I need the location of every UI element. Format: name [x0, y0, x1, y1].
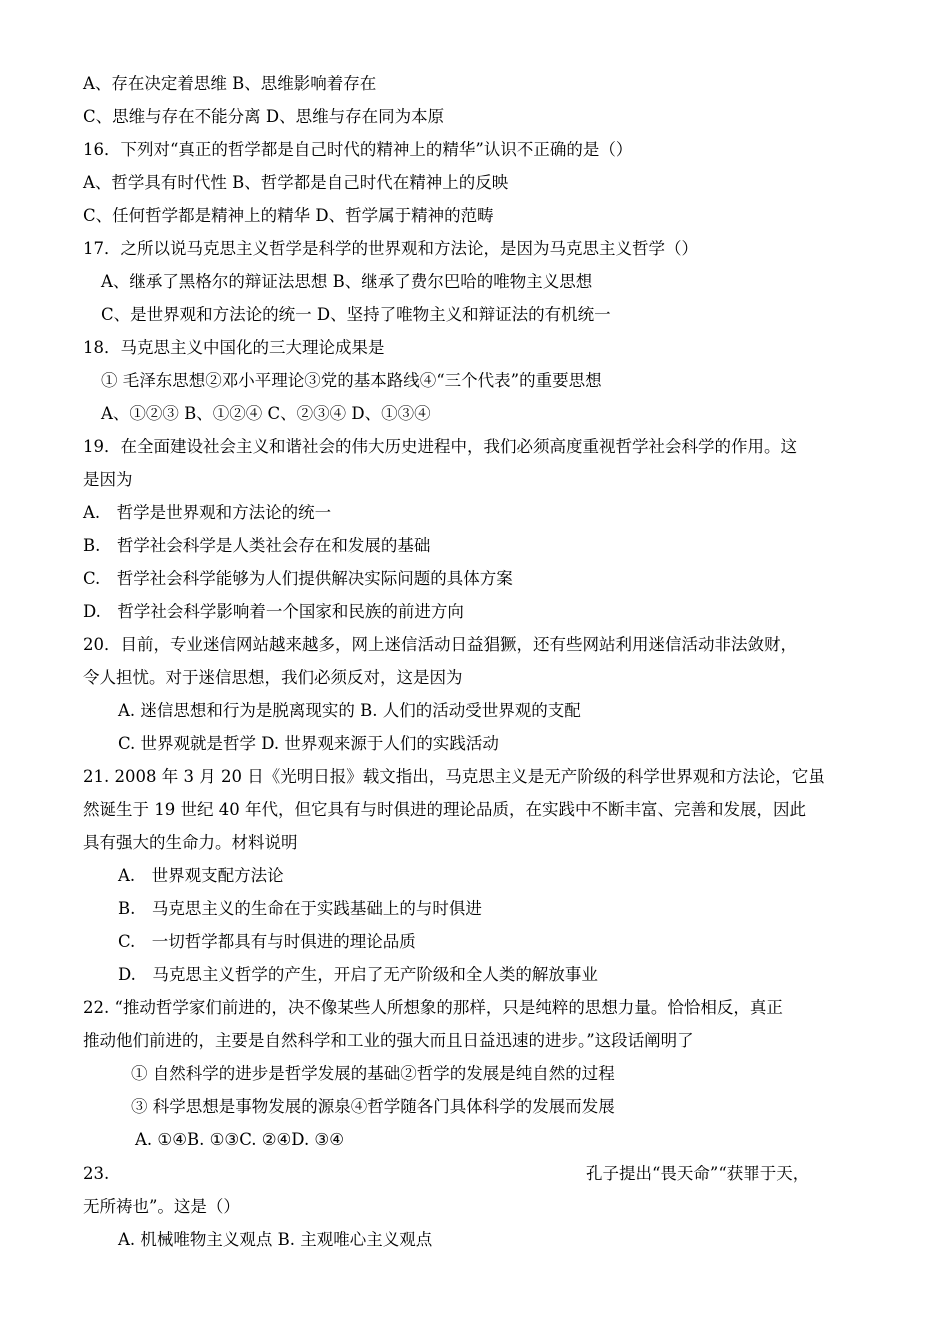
text-line: A、①②③ B、①②④ C、②③④ D、①③④ — [101, 404, 431, 423]
text-line: A、存在决定着思维 B、思维影响着存在 — [83, 74, 377, 93]
question-23-text: 孔子提出“畏天命”“获罪于天， — [586, 1164, 810, 1183]
text-line: C、任何哲学都是精神上的精华 D、哲学属于精神的范畴 — [83, 206, 494, 225]
text-line: D. 马克思主义哲学的产生，开启了无产阶级和全人类的解放事业 — [118, 965, 598, 984]
text-line: 16．下列对“真正的哲学都是自己时代的精神上的精华”认识不正确的是（） — [83, 140, 633, 159]
text-line: A、继承了黑格尔的辩证法思想 B、继承了费尔巴哈的唯物主义思想 — [101, 272, 593, 291]
text-line: ① 自然科学的进步是哲学发展的基础②哲学的发展是纯自然的过程 — [131, 1064, 615, 1083]
text-line: 21. 2008 年 3 月 20 日《光明日报》载文指出，马克思主义是无产阶级的科学世界观和方法论，它虽 — [83, 767, 825, 786]
text-line: 具有强大的生命力。材料说明 — [83, 833, 298, 852]
text-line: 22. “推动哲学家们前进的，决不像某些人所想象的那样，只是纯粹的思想力量。恰恰相反，真正 — [83, 998, 783, 1017]
text-line: ① 毛泽东思想②邓小平理论③党的基本路线④“三个代表”的重要思想 — [101, 371, 602, 390]
question-23-number: 23. — [83, 1164, 110, 1183]
text-line: 17．之所以说马克思主义哲学是科学的世界观和方法论，是因为马克思主义哲学（） — [83, 239, 698, 258]
text-line: 是因为 — [83, 470, 133, 489]
text-line: A. 机械唯物主义观点 B. 主观唯心主义观点 — [118, 1230, 433, 1249]
text-line: C. 哲学社会科学能够为人们提供解决实际问题的具体方案 — [83, 569, 513, 588]
text-line: 推动他们前进的，主要是自然科学和工业的强大而且日益迅速的进步。”这段话阐明了 — [83, 1031, 694, 1050]
text-line: A. ①④B. ①③C. ②④D. ③④ — [135, 1130, 345, 1149]
text-line: 19．在全面建设社会主义和谐社会的伟大历史进程中，我们必须高度重视哲学社会科学的作用。这 — [83, 437, 797, 456]
text-line: 令人担忧。对于迷信思想，我们必须反对，这是因为 — [83, 668, 463, 687]
text-line: 然诞生于 19 世纪 40 年代，但它具有与时俱进的理论品质，在实践中不断丰富、完善和发展，因此 — [83, 800, 806, 819]
text-line: 无所祷也”。这是（） — [83, 1197, 240, 1216]
text-line: A、哲学具有时代性 B、哲学都是自己时代在精神上的反映 — [83, 173, 509, 192]
text-line: A. 世界观支配方法论 — [118, 866, 284, 885]
text-line: A. 迷信思想和行为是脱离现实的 B. 人们的活动受世界观的支配 — [118, 701, 581, 720]
text-line: D. 哲学社会科学影响着一个国家和民族的前进方向 — [83, 602, 464, 621]
text-line: 18．马克思主义中国化的三大理论成果是 — [83, 338, 385, 357]
text-line: ③ 科学思想是事物发展的源泉④哲学随各门具体科学的发展而发展 — [131, 1097, 615, 1116]
text-line: C、思维与存在不能分离 D、思维与存在同为本原 — [83, 107, 445, 126]
text-line: C. 世界观就是哲学 D. 世界观来源于人们的实践活动 — [118, 734, 499, 753]
text-line: 20．目前，专业迷信网站越来越多，网上迷信活动日益猖獗，还有些网站利用迷信活动非法敛财， — [83, 635, 797, 654]
text-line: A. 哲学是世界观和方法论的统一 — [83, 503, 332, 522]
text-line: C. 一切哲学都具有与时俱进的理论品质 — [118, 932, 416, 951]
text-line: C、是世界观和方法论的统一 D、坚持了唯物主义和辩证法的有机统一 — [101, 305, 611, 324]
text-line: B. 哲学社会科学是人类社会存在和发展的基础 — [83, 536, 431, 555]
text-line: B. 马克思主义的生命在于实践基础上的与时俱进 — [118, 899, 482, 918]
